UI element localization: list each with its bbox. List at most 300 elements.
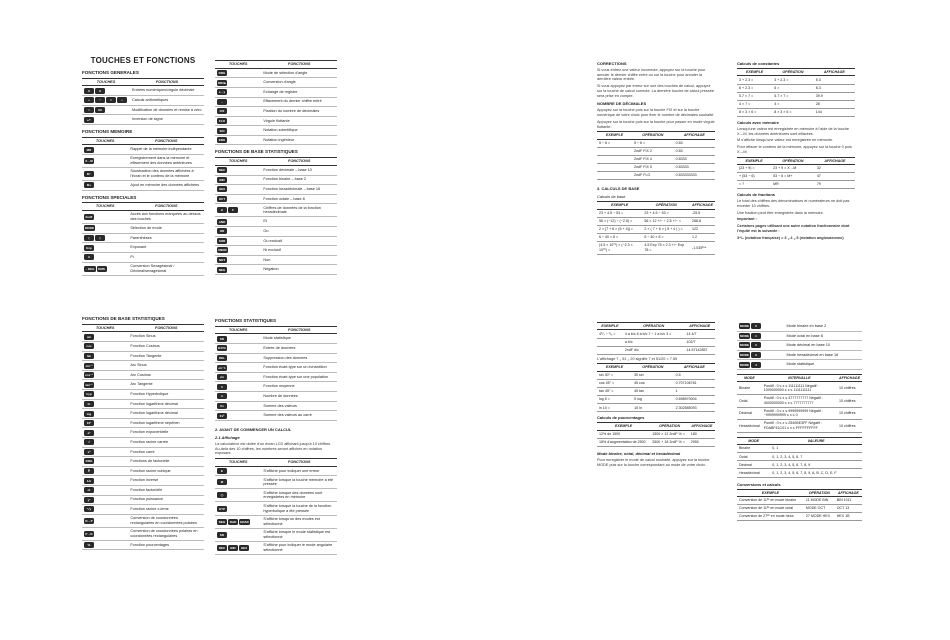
key-cell — [215, 175, 261, 185]
base-functions-table — [215, 157, 337, 275]
example-row — [597, 225, 715, 233]
example-row — [737, 173, 855, 181]
function-row — [737, 341, 862, 351]
function-description: Conversion Sexagésimal / Décimal/sexagésimal — [128, 262, 204, 275]
example-row — [597, 164, 715, 172]
function-description: S'affiche lorsque le mode statistique est sélectionné — [261, 528, 337, 541]
calculator-key: ) — [95, 235, 105, 241]
function-description: Pi — [128, 252, 204, 262]
operation-cell: 11 MODE BIN — [804, 496, 835, 504]
operation-cell: 5.7 × 7 = — [772, 92, 814, 100]
calculator-key: MODE — [740, 324, 749, 329]
function-row — [82, 505, 204, 515]
calculator-key: MR — [84, 147, 94, 153]
right-column-2 — [737, 58, 855, 242]
key-cell — [215, 87, 261, 97]
function-description: Fonction hexadécimale – base 16 — [261, 185, 337, 195]
mode-cell: Décimal — [737, 407, 762, 420]
function-row — [215, 528, 337, 541]
calculator-key: = — [84, 107, 94, 113]
col-header-example: EXEMPLE — [597, 423, 650, 430]
display-cell: 0.83 — [674, 147, 715, 155]
section-heading-basic-stats: FONCTIONS DE BASE STATISTIQUES — [215, 149, 298, 155]
calculator-key: ENG — [218, 138, 226, 143]
example-row — [597, 338, 715, 346]
col-header-display: AFFICHAGE — [835, 489, 862, 496]
right-page — [475, 0, 950, 640]
function-row — [82, 399, 204, 409]
function-description: Mode décimal en base 10 — [785, 341, 863, 351]
col-header-keys: TOUCHES — [82, 324, 128, 332]
calculator-key: n! — [84, 487, 94, 493]
col-header-value: VALEURE — [770, 437, 862, 444]
example-row — [737, 469, 862, 477]
col-header-functions: FONCTIONS — [261, 158, 337, 166]
example-row — [597, 139, 715, 147]
section-heading-basic-stats: FONCTIONS DE BASE STATISTIQUES — [82, 316, 165, 321]
key-cell — [215, 246, 261, 256]
col-header-example: EXEMPLE — [597, 364, 632, 371]
calculator-key: 4 — [751, 362, 761, 368]
calculator-key: DATA — [218, 346, 226, 351]
function-description: Arc Cosinus — [128, 370, 204, 380]
stats-functions-table — [215, 326, 337, 421]
section-2-text: La calculatrice est dotée d'un écran LCD affichant jusqu'à 10 chiffres. Au-delà des 10 chiffres, les nombres seront affichés en notation exposant. — [215, 441, 332, 456]
calculator-key: E — [217, 468, 227, 474]
key-cell — [215, 392, 261, 402]
col-header-operation: OPÉRATION — [632, 132, 674, 139]
display-cell: OCT 13 — [835, 505, 862, 513]
calculator-key: x² — [84, 449, 94, 455]
calculator-key: cos — [84, 343, 94, 349]
example-row — [737, 108, 855, 116]
key-cell — [215, 476, 261, 489]
operation-cell: 10 ln — [632, 404, 674, 412]
operation-cell: 53 − 6 = M+ — [771, 173, 815, 181]
key-cell — [82, 224, 128, 234]
function-description: Mode statistique — [785, 360, 863, 370]
col-header-display: AFFICHAGE — [839, 375, 860, 380]
calculator-key: XNOR — [218, 248, 227, 253]
example-row — [737, 407, 862, 420]
key-cell — [215, 489, 261, 502]
key-cell — [215, 135, 261, 145]
example-row — [597, 346, 715, 354]
calculator-key: log — [84, 411, 94, 417]
col-header-mode: MODE — [737, 374, 762, 381]
function-description: Nombre de données — [261, 392, 337, 402]
memory-note-3: Pour effacer le contenu de la mémoire, appuyez sur la touche 0 puis X→M. — [737, 145, 852, 154]
calculator-key: AND — [218, 219, 226, 224]
important-text: Certaines pages utilisant une autre notation fractionnaire dont l'équité est la suivante : — [737, 224, 850, 233]
example-row — [597, 155, 715, 163]
calculator-key: SCI — [217, 128, 227, 134]
calculator-key: x↔y — [218, 90, 226, 95]
mode-cell: Binaire — [737, 445, 770, 453]
calculator-key: → — [217, 99, 227, 105]
section-heading-general: FONCTIONS GENERALES — [82, 70, 139, 75]
display-cell: 122 — [690, 225, 715, 233]
calculator-key: DRG — [218, 71, 226, 76]
calculator-key: ln — [84, 401, 94, 407]
function-row — [215, 372, 337, 382]
calculator-key: √ — [84, 439, 94, 445]
calculator-key: HEX — [240, 545, 248, 550]
calculator-key: DEL — [219, 355, 225, 360]
example-cell: (4.5 × 10⁷⁵) × (−2.3 × 10⁷⁸) = — [597, 242, 642, 255]
display-cell: 10 chiffres — [837, 395, 862, 408]
function-description: Fixation du nombre de décimales — [261, 107, 337, 117]
calculator-key: ∛ — [84, 468, 94, 474]
example-cell: 18% d'augmentation de 2500 — [597, 438, 650, 446]
function-row — [215, 392, 337, 402]
function-description: Sélection de mode — [128, 224, 204, 234]
function-row — [215, 126, 337, 136]
key-cell — [215, 382, 261, 392]
display-cell: 0.707106781 — [674, 380, 715, 388]
key-cell — [82, 252, 128, 262]
key-cell — [82, 154, 128, 167]
calculator-key: BIN — [228, 545, 238, 551]
col-header-interval: INTERVALLE — [762, 374, 837, 381]
calculator-key: Σx — [217, 403, 227, 409]
function-description: Somme des valeurs — [261, 401, 337, 411]
key-cell — [737, 350, 785, 360]
operation-cell: 2500 + 18 2ndF % = — [650, 438, 688, 446]
calculator-key: XOR — [218, 238, 226, 243]
function-row — [215, 246, 337, 256]
col-header-keys: TOUCHES — [215, 326, 261, 334]
interval-cell: Positif : 0 ≤ x ≤ 111111111 Négatif : 1000000000 ≤ x ≤ 1111111111 — [762, 382, 837, 395]
function-description: Accès aux fonctions marquées au-dessus des touches — [128, 211, 204, 224]
key-cell — [215, 116, 261, 126]
calculator-key: yˣ — [84, 497, 94, 503]
calculator-key: HEX — [218, 187, 226, 192]
example-cell: 5 ÷ 6 = — [597, 139, 632, 147]
operation-cell: 4 a b/c 6 a b/c 7 ÷ 1 a b/c 3 = — [623, 330, 685, 338]
calculator-key: P→R — [85, 531, 93, 536]
example-row — [737, 461, 862, 469]
function-row — [82, 86, 204, 96]
function-row — [215, 489, 337, 502]
example-cell — [597, 155, 632, 163]
function-row — [737, 350, 862, 360]
example-cell: Conversion de 11²ᵉ en mode binaire — [737, 496, 804, 504]
operation-cell: 2 × ( 7 + 6 × ( 5 + 4 ) ) = — [642, 225, 690, 233]
page-title: TOUCHES ET FONCTIONS — [90, 56, 196, 65]
display-cell: 1 — [674, 388, 715, 396]
example-row — [597, 380, 715, 388]
function-row — [82, 418, 204, 428]
function-description: Notation ingénieur — [261, 135, 337, 145]
base-modes-table — [737, 322, 862, 370]
col-header-example: EXEMPLE — [597, 132, 632, 139]
calculator-key: DEC — [218, 168, 226, 173]
example-row — [597, 209, 715, 217]
function-row — [82, 409, 204, 419]
function-row — [215, 135, 337, 145]
example-cell — [597, 338, 623, 346]
left-column-1b — [82, 312, 204, 550]
function-description: Fonction racine carrée — [128, 438, 204, 448]
scientific-functions-table — [82, 324, 204, 551]
example-row — [597, 396, 715, 404]
col-header-keys: TOUCHES — [215, 158, 261, 166]
display-cell: 32 — [815, 165, 855, 173]
calculator-key: × — [106, 97, 116, 103]
example-row — [737, 505, 862, 513]
example-row — [597, 388, 715, 396]
calculator-key: A — [217, 207, 227, 213]
key-cell — [82, 211, 128, 224]
example-row — [597, 233, 715, 241]
operation-cell: 1500 × 12 2ndF % = — [650, 430, 688, 438]
function-description: Fonction Tangente — [128, 351, 204, 361]
mode-cell: Hexadécimal — [737, 469, 770, 477]
key-cell — [82, 380, 128, 390]
display-cell: 5.3 — [814, 76, 855, 84]
function-row — [215, 97, 337, 107]
calculator-key: 9 — [95, 88, 105, 94]
example-cell — [597, 172, 632, 180]
example-table-basic — [597, 201, 715, 254]
key-cell — [82, 447, 128, 457]
col-header-example: EXEMPLE — [737, 69, 772, 76]
example-table-scientific — [597, 363, 715, 412]
operation-cell: MODE OCT — [804, 505, 835, 513]
example-cell — [597, 164, 632, 172]
function-row — [737, 331, 862, 341]
function-description: Soustraction des données affichées à l'écran et le contenu de la mémoire — [128, 167, 204, 180]
calculator-key: +/− — [84, 117, 94, 123]
key-cell — [215, 363, 261, 373]
function-row — [82, 514, 204, 527]
display-cell: 79 — [815, 181, 855, 189]
function-description: Virgule flottante — [261, 116, 337, 126]
example-cell: 6 ÷ 40 × 8 = — [597, 233, 642, 241]
calculator-key: F — [228, 207, 238, 213]
col-header-operation: OPÉRATION — [771, 157, 815, 164]
key-cell — [215, 372, 261, 382]
col-header-example: EXEMPLE — [737, 157, 771, 164]
calculator-key: DEG — [218, 519, 226, 524]
key-cell — [215, 515, 261, 528]
example-row — [597, 172, 715, 180]
col-header-display: AFFICHAGE — [684, 323, 715, 330]
function-row — [215, 401, 337, 411]
function-description: Entrées numériques/virgule décimale — [130, 86, 204, 96]
operation-cell: 4 = — [772, 100, 814, 108]
function-description: Fonction carré — [128, 447, 204, 457]
function-row — [215, 175, 337, 185]
function-description: S'affiche lorsqu'un des modes est sélectionné — [261, 515, 337, 528]
key-cell — [215, 217, 261, 227]
function-description: Exposant — [128, 243, 204, 253]
key-cell — [215, 107, 261, 117]
function-description: Fonction octale – base 8 — [261, 194, 337, 204]
function-row — [215, 363, 337, 373]
corrections-title: CORRECTIONS — [597, 61, 627, 66]
calculator-key: − — [95, 97, 105, 103]
key-cell — [215, 528, 261, 541]
example-row — [737, 395, 862, 408]
col-header-operation: OPÉRATION — [772, 69, 814, 76]
display-cell: 102/7 — [684, 338, 715, 346]
calculator-key: →DEG — [85, 266, 95, 271]
col-header-display: AFFICHAGE — [690, 202, 715, 209]
example-cell — [597, 147, 632, 155]
function-description: Inversion de signe — [130, 115, 204, 125]
function-row — [82, 115, 204, 125]
example-row — [597, 330, 715, 338]
example-table-memory — [737, 157, 855, 190]
example-row — [737, 84, 855, 92]
function-description: Non — [261, 255, 337, 265]
function-row — [215, 476, 337, 489]
calculator-key: 1 — [751, 333, 761, 339]
section-2-subtitle: 2.1 Affichage — [215, 434, 240, 440]
function-description: Mode binaire en base 2 — [785, 322, 863, 331]
calculator-key: ˣ√y — [84, 506, 94, 512]
value-cell: 0, 1, 2, 3, 4, 5, 6, 7, 8, 9, A, B, C, D, E, F — [770, 469, 862, 477]
calculator-key: SD — [217, 336, 227, 342]
function-description: Enregistrement dans la mémoire et effacement des données antérieures — [128, 154, 204, 167]
function-description: Mode octal en base 8 — [785, 331, 863, 341]
mode-cell: Décimal — [737, 461, 770, 469]
key-cell — [82, 145, 128, 155]
function-row — [82, 252, 204, 262]
function-description: Arc Tangente — [128, 380, 204, 390]
key-cell — [82, 390, 128, 400]
function-row — [82, 361, 204, 371]
col-header-display: AFFICHAGE — [815, 157, 855, 164]
function-row — [82, 262, 204, 275]
calculator-key: 10ˣ — [84, 420, 94, 426]
calculator-key: MODE — [740, 333, 749, 338]
function-row — [82, 105, 204, 115]
key-cell — [82, 457, 128, 467]
key-cell — [215, 194, 261, 204]
display-cell: 14.57142857 — [684, 346, 715, 354]
basic-calc-subtitle: Calculs de base — [597, 194, 626, 200]
function-description: Fonction inverse — [128, 476, 204, 486]
col-header-functions: FONCTIONS — [261, 326, 337, 334]
calculator-key: 3 — [751, 352, 761, 358]
basic-calc-title: 3. CALCULS DE BASE — [597, 186, 640, 192]
function-description: Fonction Sinus — [128, 332, 204, 342]
key-cell — [215, 255, 261, 265]
calculator-key: eˣ — [84, 430, 94, 436]
display-cell: 8.3 — [814, 84, 855, 92]
example-cell — [597, 346, 623, 354]
function-description: Modification de données et remise à zéro — [130, 105, 204, 115]
col-header-functions: FONCTIONS — [130, 78, 204, 86]
display-cell: 10 chiffres — [837, 382, 862, 395]
calculator-key: OCT — [218, 197, 226, 202]
example-row — [737, 453, 862, 461]
function-row — [82, 154, 204, 167]
example-cell: 12% de 1500 — [597, 430, 650, 438]
calculator-key: GRAD — [240, 519, 249, 524]
display-cell: 47 — [815, 173, 855, 181]
display-cell: 28 — [814, 100, 855, 108]
fraction-title: Calculs de fractions — [737, 192, 776, 198]
example-row — [597, 430, 715, 438]
calculator-key: hyp — [84, 391, 94, 397]
function-row — [215, 226, 337, 236]
display-cell: 14 4/7 — [684, 330, 715, 338]
calculator-key: Exp — [84, 245, 94, 251]
display-cell: -1.035¹⁵⁴ — [690, 242, 715, 255]
calculator-key: AC — [95, 107, 105, 113]
calculator-key: M — [217, 479, 227, 485]
operation-cell: 23 + 9 = X→M — [771, 165, 815, 173]
key-cell — [82, 86, 130, 96]
function-row — [215, 107, 337, 117]
calculator-key: 1/x — [84, 478, 94, 484]
calculator-key: π — [84, 254, 94, 260]
display-cell: 1.2 — [690, 233, 715, 241]
calculator-key: MODE — [740, 343, 749, 348]
key-cell — [82, 466, 128, 476]
calculator-key: σn — [217, 374, 227, 380]
example-cell: (23 + 9) = — [737, 165, 771, 173]
function-row — [82, 243, 204, 253]
col-header-operation: OPÉRATION — [623, 323, 685, 330]
key-cell — [215, 97, 261, 107]
example-row — [597, 242, 715, 255]
function-description: Fonction Cosinus — [128, 342, 204, 352]
col-header-mode: MODE — [737, 437, 770, 444]
example-cell: + (53 − 6) — [737, 173, 771, 181]
calculator-key: ( ) — [217, 492, 227, 498]
function-description: Conversion de coordonnées polaires en coordonnées rectangulaires — [128, 527, 204, 540]
function-row — [215, 78, 337, 88]
function-description: Fonction logarithme décimal — [128, 409, 204, 419]
example-row — [737, 76, 855, 84]
function-row — [82, 380, 204, 390]
fraction-note-2: Une fraction peut être enregistrée dans la mémoire. — [737, 210, 824, 215]
example-table-constants — [737, 68, 855, 117]
display-cell: 268.8 — [690, 217, 715, 225]
example-cell: log 5 = — [597, 396, 632, 404]
calculator-key: FLO — [219, 119, 225, 123]
function-row — [215, 353, 337, 363]
calculator-key: Σx² — [217, 413, 227, 419]
col-header-operation: OPÉRATION — [642, 202, 690, 209]
example-row — [737, 420, 862, 433]
key-cell — [215, 466, 261, 476]
function-description: Fonction binaire – base 2 — [261, 175, 337, 185]
calculator-key: tan⁻¹ — [85, 382, 93, 387]
example-row — [737, 181, 855, 189]
special-functions-table — [82, 202, 204, 275]
interval-cell: Positif : 0 ≤ x ≤ 3777777777 Négatif : 4000000000 ≤ x ≤ 7777777777 — [762, 395, 837, 408]
operation-cell: 3 + 2.3 = — [772, 76, 814, 84]
example-row — [597, 438, 715, 446]
example-cell: 23 + 4.5 − 53 = — [597, 209, 642, 217]
calculator-key: x̄ — [217, 384, 227, 390]
operation-cell: 2ndF FLO — [632, 172, 674, 180]
example-cell: Conversion de 27²ᵉ en mode hexa — [737, 513, 804, 521]
mode-cell: Hexadécimal — [737, 420, 762, 433]
key-cell — [737, 322, 785, 331]
function-row — [82, 342, 204, 352]
operation-cell: 8 × 3 × 6 = — [772, 108, 814, 116]
section-2-title: 2. AVANT DE COMMENCER UN CALCUL — [215, 426, 292, 432]
example-cell: 6 + 2.3 = — [737, 84, 772, 92]
interval-cell: Positif : 0 ≤ x ≤ 9999999999 Négatif : −9999999999 ≤ x ≤ 0 — [762, 407, 837, 420]
